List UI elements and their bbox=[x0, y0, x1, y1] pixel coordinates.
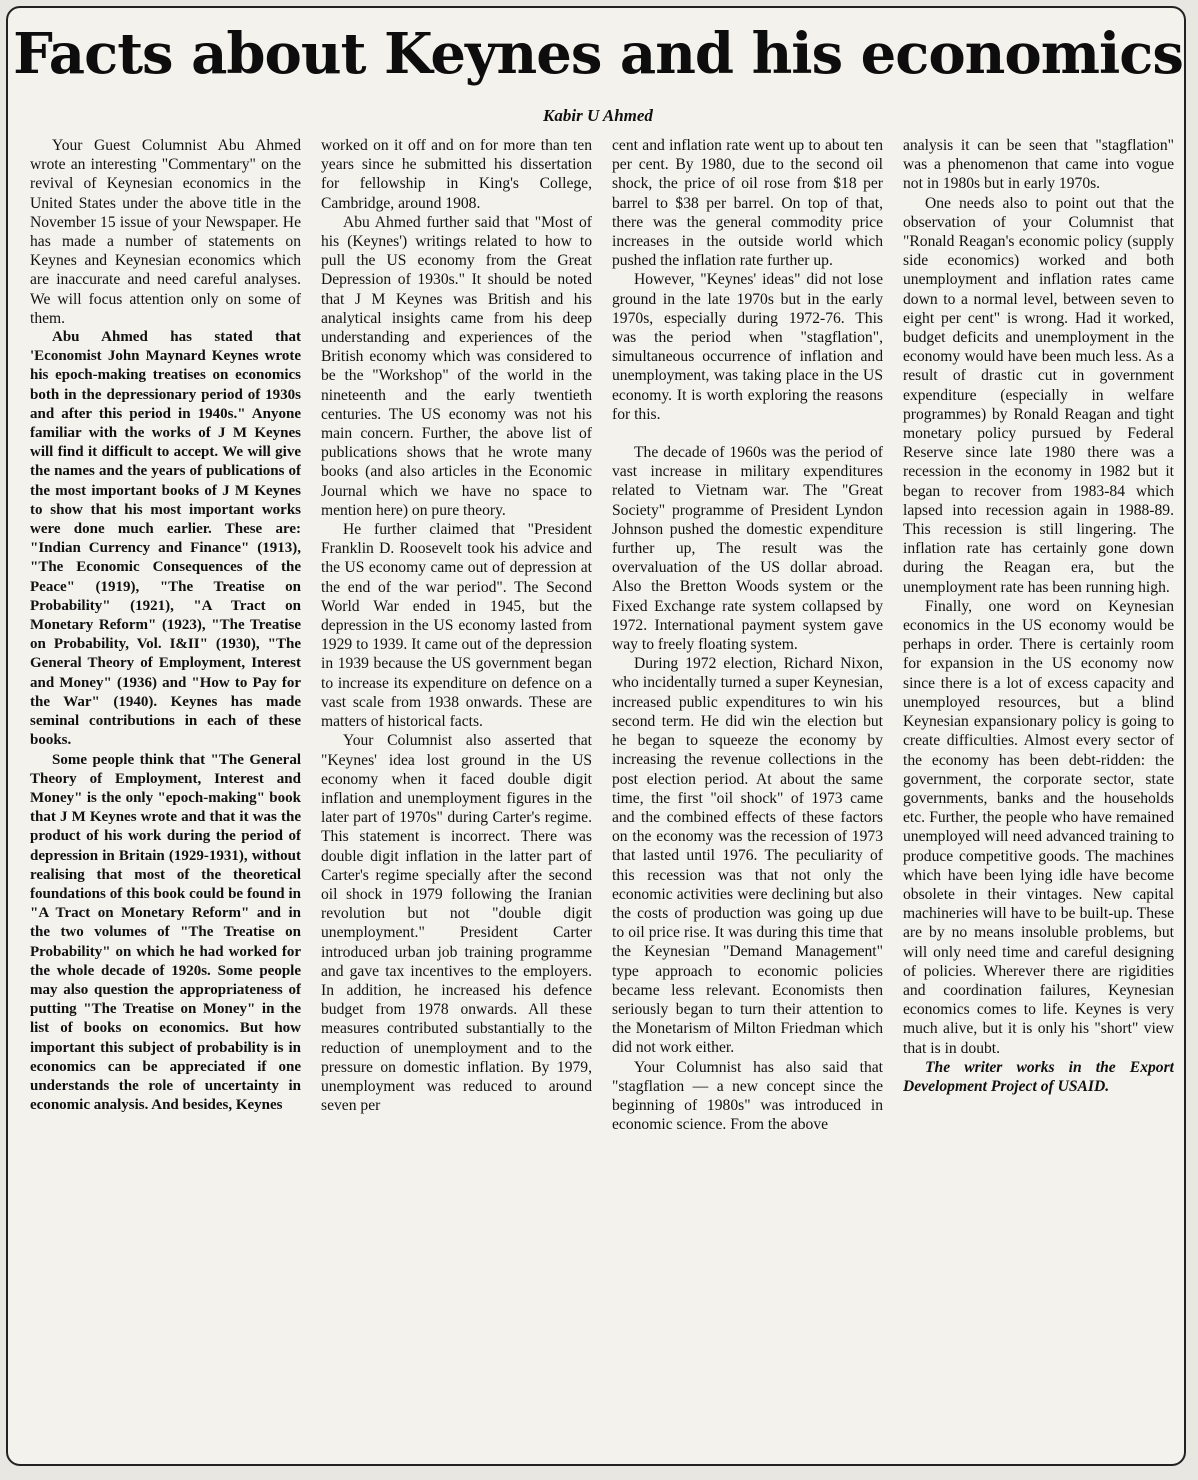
paragraph: Your Columnist has also said that "stagflation — a new concept since the beginning of 1980s" was introduced in economic science. From the above bbox=[612, 1058, 883, 1134]
paragraph: However, "Keynes' ideas" did not lose ground in the late 1970s but in the early 1970s, especially during 1972-76. This was the period when "stagflation", simultaneous occurrence of inflation and unemployment, was taking place in the US economy. It is worth exploring the reasons for this. bbox=[612, 271, 883, 423]
paragraph: He further claimed that "President Franklin D. Roosevelt took his advice and the US economy came out of depression at the end of the war period". The Second World War ended in 1945, but the depression in the US economy lasted from 1929 to 1939. It came out of the depression in 1939 because the US government began to increase its expenditure on defence on a vast scale from 1938 onwards. These are matters of historical facts. bbox=[321, 521, 592, 731]
paragraph: Your Columnist also asserted that "Keynes' idea lost ground in the US economy when it faced double digit inflation and unemployment figures in the later part of 1970s" during Carter's regime. This statement is incorrect. There was double digit inflation in the latter part of Carter's regime specially after the second oil shock in 1979 following the Iranian revolution but not "double digit unemployment." President Carter introduced urban job training programme and gave tax incentives to the employers. In addition, he increased his defence budget from 1978 onwards. All these measures contributed substantially to the reduction of unemployment and to the pressure on domestic inflation. By 1979, unemployment was reduced to around seven per bbox=[321, 732, 592, 1115]
column-1 bbox=[30, 136, 301, 1458]
paragraph: One needs also to point out that the observation of your Columnist that "Ronald Reagan's economic policy (supply side economics) worked and both unemployment and inflation rates came down to a normal level, between seven to eight per cent" is wrong. Had it worked, budget deficits and unemployment in the economy would have been much less. As a result of drastic cut in government expenditure (especially in welfare programmes) by Ronald Reagan and tight monetary policy pursued by Federal Reserve since late 1980 there was a recession in the economy in 1982 but it began to recover from 1983-84 which lapsed into recession again in 1988-89. This recession is still lingering. The inflation rate has certainly gone down during the Reagan era, but the unemployment rate has been running high. bbox=[903, 194, 1174, 596]
article-frame bbox=[6, 6, 1186, 1466]
paragraph: The decade of 1960s was the period of vast increase in military expenditures related to Vietnam war. The "Great Society" programme of President Lyndon Johnson pushed the domestic expenditure further up, The result was the overvaluation of the US dollar abroad. Also the Bretton Woods system or the Fixed Exchange rate system collapsed by 1972. International payment system gave way to freely floating system. bbox=[612, 444, 883, 654]
paragraph: worked on it off and on for more than ten years since he submitted his dissertation for fellowship in King's College, Cambridge, around 1908. bbox=[321, 137, 592, 212]
column-2 bbox=[321, 136, 592, 1458]
headline: Facts about Keynes and his economics bbox=[13, 21, 1183, 87]
paragraph: analysis it can be seen that "stagflation" was a phenomenon that came into vogue not in 1980s but in early 1970s. bbox=[903, 137, 1174, 193]
paragraph: cent and inflation rate went up to about ten per cent. By 1980, due to the second oil shock, the price of oil rose from $18 per barrel to $38 per barrel. On top of that, there was the general commodity price increases in the outside world which pushed the inflation rate further up. bbox=[612, 137, 883, 270]
paragraph: Abu Ahmed has stated that 'Economist John Maynard Keynes wrote his epoch-making treatises on economics both in the depressionary period of 1930s and after this period in 1940s." Anyone familiar with the works of J M Keynes will find it difficult to accept. We will give the names and the years of publications of the most important books of J M Keynes to show that his most important works were done much earlier. These are: "Indian Currency and Finance" (1913), "The Economic Consequences of the Peace" (1919), "The Treatise on Probability" (1921), "A Tract on Monetary Reform" (1923), "The Treatise on Probability, Vol. I&II" (1930), "The General Theory of Employment, Interest and Money" (1936) and "How to Pay for the War" (1940). Keynes has made seminal contributions in each of these books. bbox=[30, 329, 301, 749]
article-body bbox=[30, 136, 1174, 1458]
column-4 bbox=[903, 136, 1174, 1458]
paragraph: Finally, one word on Keynesian economics in the US economy would be perhaps in order. There is certainly room for expansion in the US economy now since there is a lot of excess capacity and unemployed resources, but a blind Keynesian expansionary policy is going to create difficulties. Almost every sector of the economy has been debt-ridden: the government, the corporate sector, state governments, banks and the households etc. Further, the people who have remained unemployed will need advanced training to produce competitive goods. The machines which have been lying idle have become obsolete in their vintages. New capital machineries will have to be built-up. These are by no means insoluble problems, but will only need time and careful designing of policies. Wherever there are rigidities and coordination failures, Keynesian economics comes to life. Keynes is very much alive, but it is only his "short" view that is in doubt. bbox=[903, 597, 1174, 1057]
paragraph: Your Guest Columnist Abu Ahmed wrote an interesting "Commentary" on the revival of Keynesian economics in the United States under the above title in the November 15 issue of your Newspaper. He has made a number of statements on Keynes and Keynesian economics which are inaccurate and need careful analyses. We will focus attention only on some of them. bbox=[30, 137, 301, 327]
column-3 bbox=[612, 136, 883, 1458]
paragraph: During 1972 election, Richard Nixon, who incidentally turned a super Keynesian, increased public expenditures to win his second term. He did win the election but he began to squeeze the economy by increasing the revenue collections in the post election period. At about the same time, the first "oil shock" of 1973 came and the combined effects of these factors on the economy was the recession of 1973 that lasted until 1976. The peculiarity of this recession was that not only the economic activities were declining but also the costs of production was going up due to oil price rise. It was during this time that the Keynesian "Demand Management" type approach to economic policies became less relevant. Economists then seriously began to turn their attention to the Monetarism of Milton Friedman which did not work either. bbox=[612, 655, 883, 1057]
paragraph: Abu Ahmed further said that "Most of his (Keynes') writings related to how to pull the US economy from the Great Depression of 1930s." It should be noted that J M Keynes was British and his analytical insights came from his deep understanding and experiences of the British economy which was considered to be the "Workshop" of the world in the nineteenth and the early twentieth centuries. The US economy was not his main concern. Further, the above list of publications shows that he wrote many books (and also articles in the Economic Journal which we have no space to mention here) on pure theory. bbox=[321, 213, 592, 519]
author-note: The writer works in the Export Development Project of USAID. bbox=[903, 1058, 1174, 1095]
byline: Kabir U Ahmed bbox=[543, 106, 653, 125]
paragraph: Some people think that "The General Theory of Employment, Interest and Money" is the only "epoch-making" book that J M Keynes wrote and that it was the product of his work during the period of depression in Britain (1929-1931), without realising that most of the theoretical foundations of this book could be found in "A Tract on Monetary Reform" and in the two volumes of "The Treatise on Probability" on which he had worked for the whole decade of 1920s. Some people may also question the appropriateness of putting "The Treatise on Money" in the list of books on economics. But how important this subject of probability is in economics can be appreciated if one understands the role of uncertainty in economic analysis. And besides, Keynes bbox=[30, 751, 301, 1114]
